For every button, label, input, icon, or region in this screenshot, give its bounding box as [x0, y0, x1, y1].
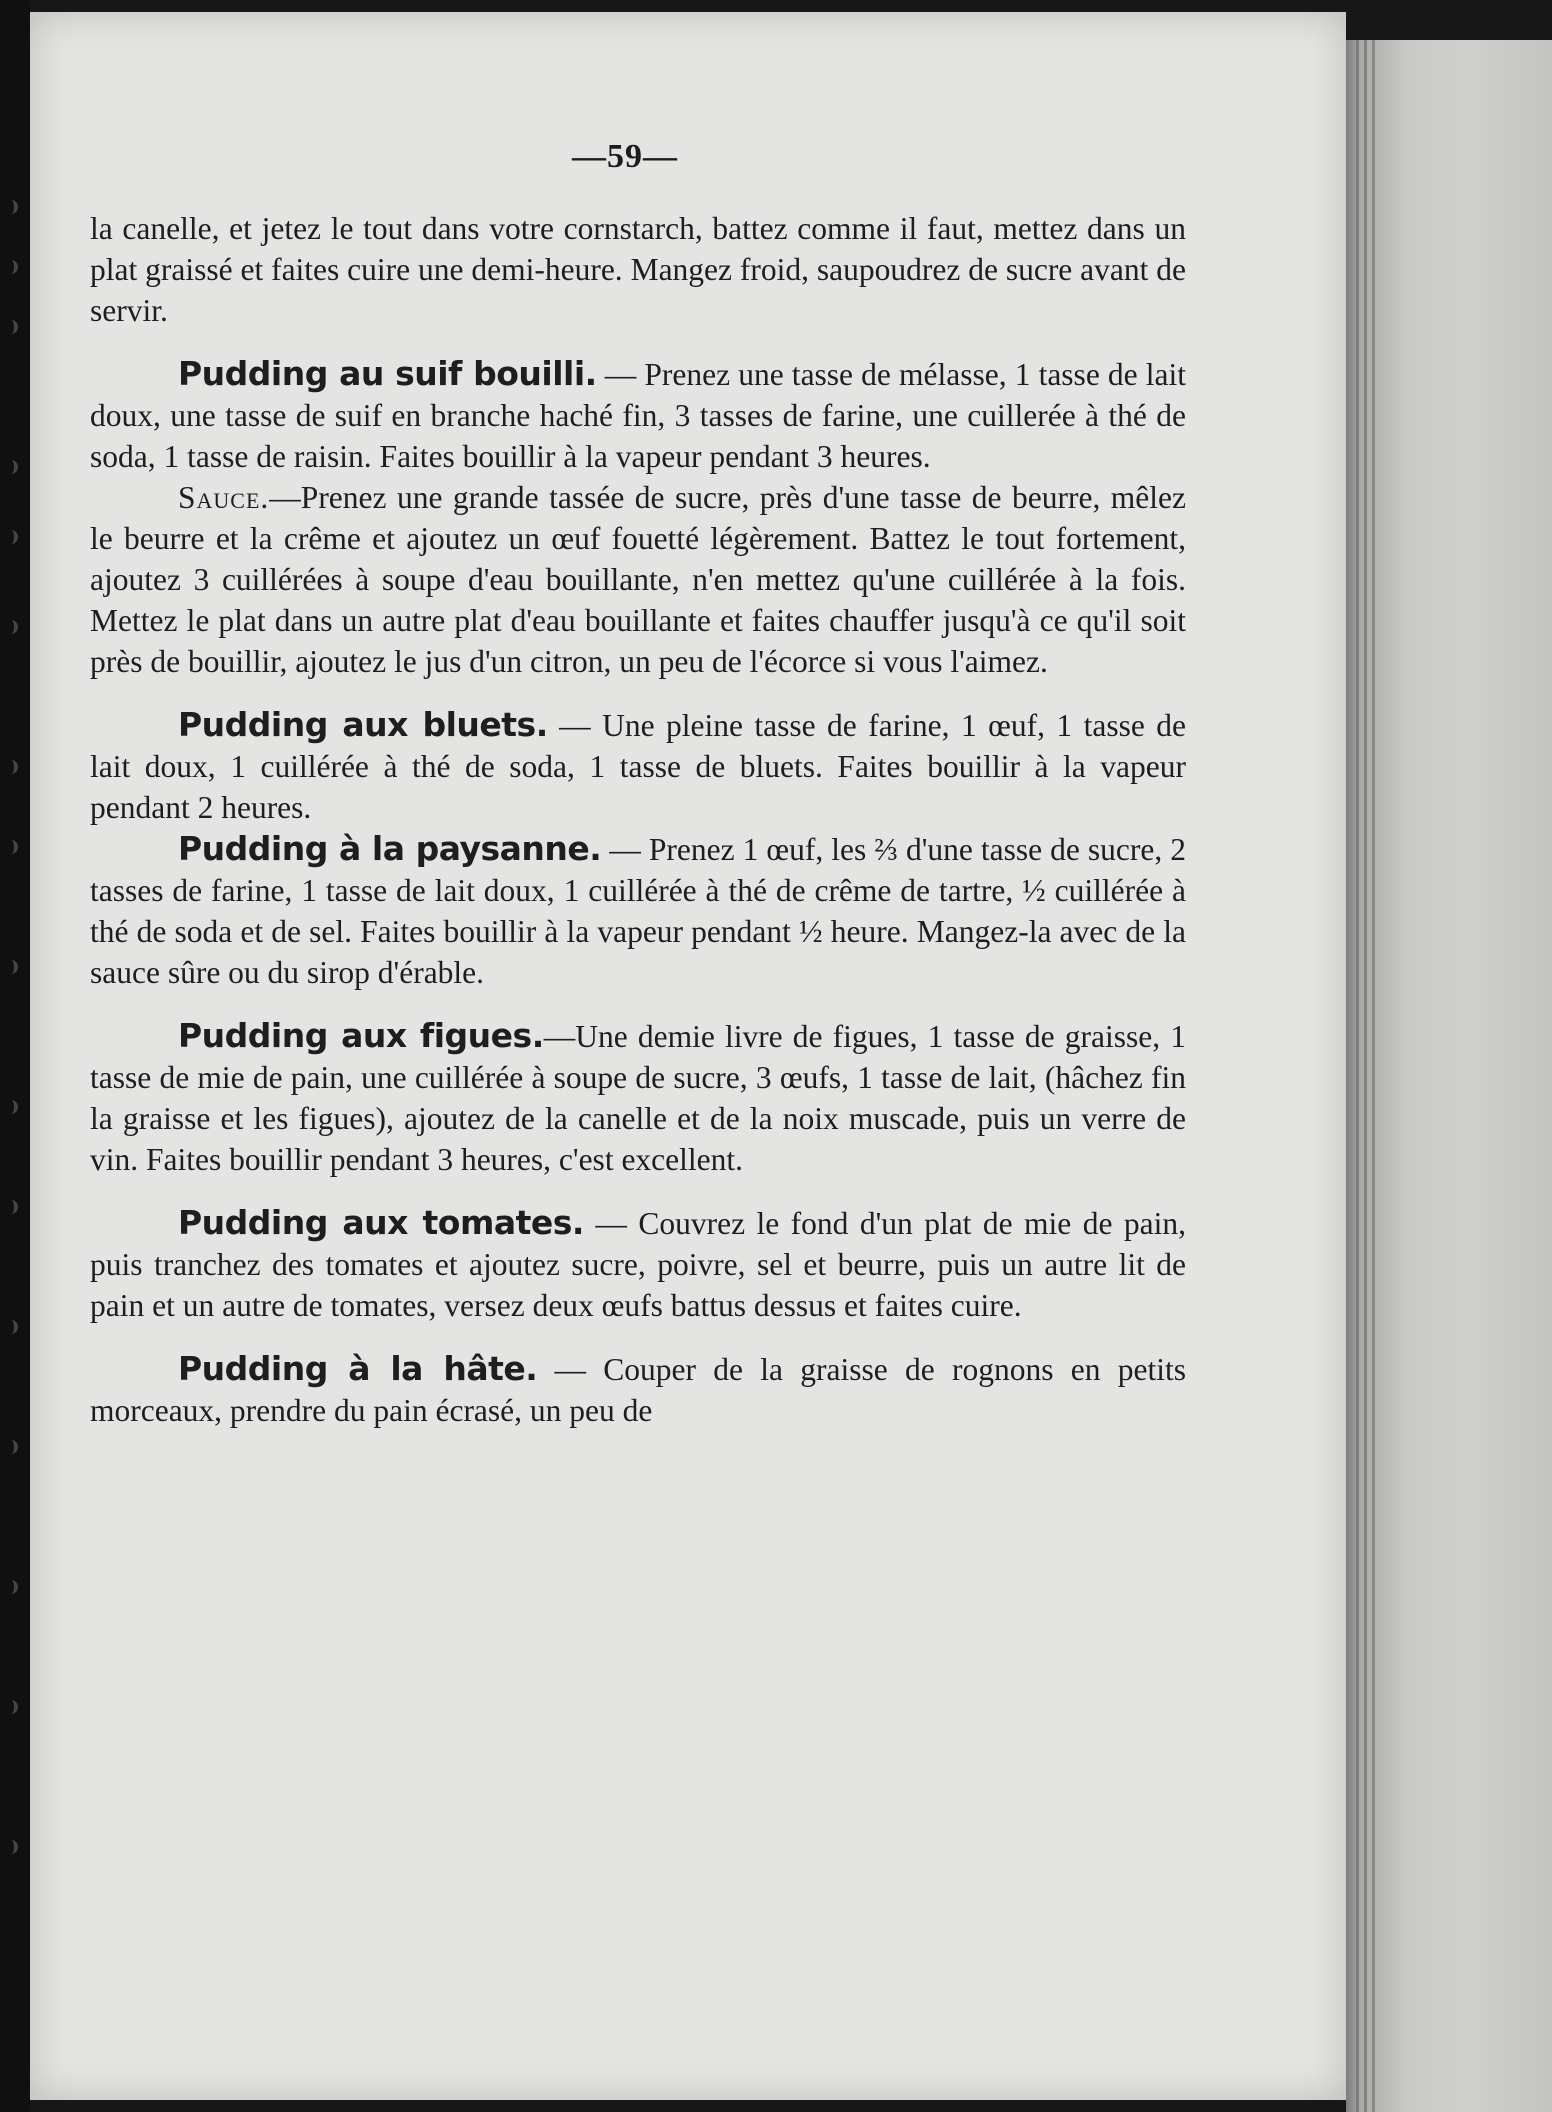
paragraph-body: la canelle, et jetez le tout dans votre cornstarch, battez comme il faut, mettez dans un plat graissé et faites cuire une demi-heure. Mangez froid, saupoudrez de sucre avant de servir.: [90, 211, 1186, 328]
recipe-body: —Prenez une grande tassée de sucre, près d'une tasse de beurre, mêlez le beurre et la crême et ajoutez un œuf fouetté légèrement. Battez le tout fortement, ajoutez 3 cuillérées à soupe d'eau bouillante, n'en mettez qu'une cuillérée à la fois. Mettez le plat dans un autre plat d'eau bouillante et faites chauffer jusqu'à ce qu'il soit près de bouillir, ajoutez le jus d'un citron, un peu de l'écorce si vous l'aimez.: [90, 480, 1186, 679]
recipe-body: — Couvrez le fond d'un plat de mie de pain, puis tranchez des tomates et ajoutez sucre, poivre, sel et beurre, puis un autre lit de pain et un autre de tomates, versez deux œufs battus dessus et faites cuire.: [90, 1206, 1187, 1323]
binding-gutter: [0, 0, 30, 2112]
recipe-tomates: [90, 1202, 1186, 1326]
recipe-title: Pudding aux bluets.: [178, 705, 548, 744]
page-stack-edge: [1346, 40, 1552, 2112]
recipe-paysanne: [90, 828, 1186, 993]
recipe-body: — Prenez une tasse de mélasse, 1 tasse de lait doux, une tasse de suif en branche haché fin, 3 tasses de farine, une cuillerée à thé de soda, 1 tasse de raisin. Faites bouillir à la vapeur pendant 3 heures.: [90, 357, 1186, 474]
recipe-sauce: [90, 477, 1186, 682]
page-text: [90, 208, 1186, 1431]
recipe-body: — Une pleine tasse de farine, 1 œuf, 1 tasse de lait doux, 1 cuillérée à thé de soda, 1 tasse de bluets. Faites bouillir à la vapeur pendant 2 heures.: [90, 708, 1186, 825]
recipe-title: Pudding aux figues.: [178, 1016, 544, 1055]
recipe-title: Pudding au suif bouilli.: [178, 354, 597, 393]
recipe-bluets: [90, 704, 1186, 828]
gutter-marks: [6, 200, 20, 1900]
paragraph-continued: [90, 208, 1186, 331]
recipe-suif-bouilli: [90, 353, 1186, 477]
recipe-title: Pudding aux tomates.: [178, 1203, 584, 1242]
recipe-title: Pudding à la hâte.: [178, 1349, 538, 1388]
recipe-title: Pudding à la paysanne.: [178, 829, 602, 868]
recipe-figues: [90, 1015, 1186, 1180]
recipe-body: — Couper de la graisse de rognons en petits morceaux, prendre du pain écrasé, un peu de: [90, 1352, 1186, 1428]
recipe-body: — Prenez 1 œuf, les ⅔ d'une tasse de sucre, 2 tasses de farine, 1 tasse de lait doux, 1 cuillérée à thé de crême de tartre, ½ cuillérée à thé de soda et de sel. Faites bouillir à la vapeur pendant ½ heure. Mangez-la avec de la sauce sûre ou du sirop d'érable.: [90, 832, 1186, 990]
page-number: —59—: [572, 138, 678, 175]
recipe-title: Sauce.: [178, 480, 270, 515]
recipe-body: —Une demie livre de figues, 1 tasse de graisse, 1 tasse de mie de pain, une cuillérée à soupe de sucre, 3 œufs, 1 tasse de lait, (hâchez fin la graisse et les figues), ajoutez de la canelle et de la noix muscade, puis un verre de vin. Faites bouillir pendant 3 heures, c'est excellent.: [90, 1019, 1186, 1177]
recipe-hate: [90, 1348, 1186, 1431]
